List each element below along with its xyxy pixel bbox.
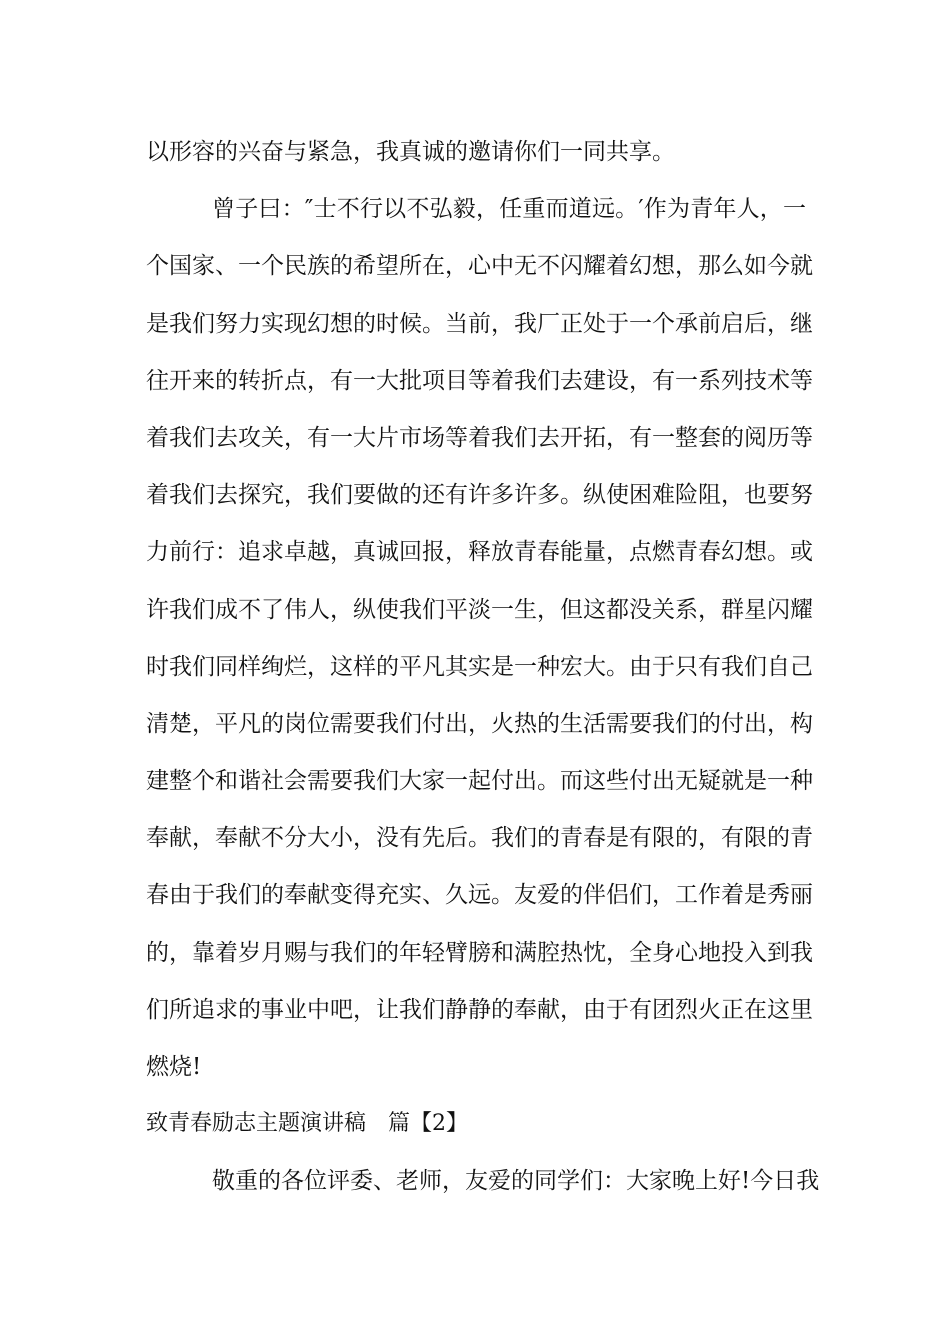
paragraph-line: 建整个和谐社会需要我们大家一起付出。而这些付出无疑就是一种 <box>146 768 813 795</box>
paragraph-line: 敬重的各位评委、老师，友爱的同学们：大家晚上好!今日我 <box>212 1168 820 1195</box>
paragraph-line: 们所追求的事业中吧，让我们静静的奉献，由于有团烈火正在这里 <box>146 996 813 1023</box>
section-heading: 致青春励志主题演讲稿 篇【2】 <box>146 1111 468 1137</box>
paragraph-line: 个国家、一个民族的希望所在，心中无不闪耀着幻想，那么如今就 <box>146 253 813 280</box>
paragraph-line: 往开来的转折点，有一大批项目等着我们去建设，有一系列技术等 <box>146 367 813 394</box>
paragraph-line: 着我们去攻关，有一大片市场等着我们去开拓，有一整套的阅历等 <box>146 424 813 451</box>
paragraph-line: 燃烧! <box>146 1054 202 1080</box>
paragraph-line: 力前行：追求卓越，真诚回报，释放青春能量，点燃青春幻想。或 <box>146 539 813 566</box>
paragraph-line: 以形容的兴奋与紧急，我真诚的邀请你们一同共享。 <box>146 139 675 165</box>
document-body <box>146 132 820 1219</box>
paragraph-line: 是我们努力实现幻想的时候。当前，我厂正处于一个承前启后，继 <box>146 310 813 337</box>
paragraph-line: 奉献，奉献不分大小，没有先后。我们的青春是有限的，有限的青 <box>146 825 813 852</box>
paragraph-line: 许我们成不了伟人，纵使我们平淡一生，但这都没关系，群星闪耀 <box>146 596 813 623</box>
paragraph-line: 清楚，平凡的岗位需要我们付出，火热的生活需要我们的付出，构 <box>146 710 813 737</box>
paragraph-line: 着我们去探究，我们要做的还有许多许多。纵使困难险阻，也要努 <box>146 482 813 509</box>
paragraph-line: 时我们同样绚烂，这样的平凡其实是一种宏大。由于只有我们自己 <box>146 653 813 680</box>
paragraph-line: 春由于我们的奉献变得充实、久远。友爱的伴侣们，工作着是秀丽 <box>146 882 813 909</box>
paragraph-line: 曾子曰：″士不行以不弘毅，任重而道远。′作为青年人，一 <box>212 196 806 223</box>
paragraph-line: 的，靠着岁月赐与我们的年轻臂膀和满腔热忱，全身心地投入到我 <box>146 939 813 966</box>
